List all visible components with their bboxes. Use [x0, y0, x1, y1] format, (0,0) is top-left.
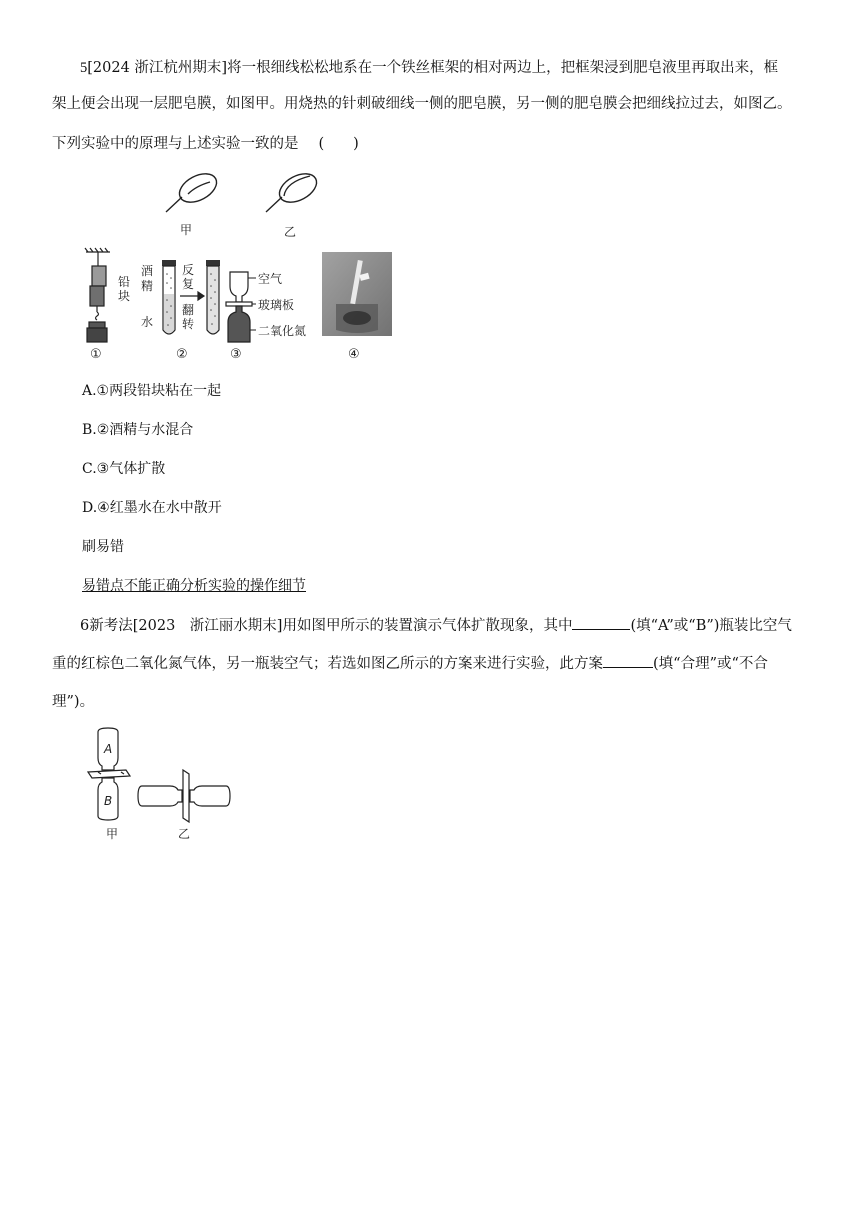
answer-blank-1[interactable] — [572, 615, 630, 630]
no2-label: 二氧化氮 — [258, 324, 307, 338]
fig-num-2: ② — [176, 347, 188, 362]
bottle-a-label: A — [104, 742, 113, 756]
q6-part2: (填“A”或“B”)瓶装比空气 — [630, 618, 792, 634]
q5-line2: 架上便会出现一层肥皂膜，如图甲。用烧热的针刺破细线一侧的肥皂膜，另一侧的肥皂膜会把细线拉过去，如图乙。 — [52, 96, 792, 112]
fig6-label-jia: 甲 — [106, 827, 119, 841]
glass-plate-label: 玻璃板 — [258, 298, 295, 312]
q5-line1 — [52, 52, 808, 85]
alcohol-label-2: 精 — [141, 279, 154, 293]
q5-line1-text: 将一根细线松松地系在一个铁丝框架的相对两边上，把框架浸到肥皂液里再取出来，框 — [227, 60, 779, 76]
error-point-heading: 易错点不能正确分析实验的操作细节 — [82, 578, 306, 594]
experiments-figure — [84, 246, 396, 366]
option-d[interactable]: D.④红墨水在水中散开 — [82, 500, 222, 516]
option-b[interactable]: B.②酒精与水混合 — [82, 422, 194, 438]
lead-blocks-icon — [85, 248, 110, 342]
flip-label-1: 反 — [182, 263, 195, 277]
q5-answer-paren: ( ) — [318, 136, 359, 152]
gas-bottles-icon — [226, 272, 252, 342]
q6-part1: 用如图甲所示的装置演示气体扩散现象，其中 — [282, 618, 573, 634]
q6-number: 6 — [80, 618, 90, 634]
q6-line3: 理”)。 — [52, 694, 95, 710]
flip-label-4: 转 — [182, 317, 195, 331]
bottle-b-label: B — [104, 794, 113, 808]
gas-diffusion-figure — [84, 726, 234, 846]
q6-tag: 新考法 — [89, 618, 133, 634]
q6-part4: (填“合理”或“不合 — [653, 656, 768, 672]
q5-number: 5 — [80, 60, 88, 76]
lead-label-1: 铅 — [118, 275, 131, 289]
soap-frame-yi-icon — [266, 168, 321, 212]
fig-num-1: ① — [90, 347, 102, 362]
fig-num-4: ④ — [348, 347, 360, 362]
test-tube-before-icon — [162, 260, 176, 334]
fig6-label-yi: 乙 — [178, 827, 191, 841]
q6-part3: 重的红棕色二氧化氮气体，另一瓶装空气；若选如图乙所示的方案来进行实验，此方案 — [52, 656, 603, 672]
soap-frame-jia-icon — [166, 168, 221, 212]
lead-label-2: 块 — [118, 289, 131, 303]
alcohol-label-1: 酒 — [141, 264, 154, 278]
arrow-right-icon — [180, 292, 204, 300]
red-ink-photo-icon — [322, 252, 392, 336]
test-tube-after-icon — [206, 260, 220, 334]
option-a[interactable]: A.①两段铅块粘在一起 — [82, 383, 222, 399]
water-label: 水 — [141, 315, 154, 329]
q5-stem: 下列实验中的原理与上述实验一致的是 — [52, 136, 299, 152]
option-c[interactable]: C.③气体扩散 — [82, 461, 166, 477]
q6-line1 — [52, 610, 808, 643]
q6-source: [2023 浙江丽水期末] — [132, 618, 283, 634]
soap-film-figure — [160, 168, 340, 246]
horizontal-bottles-icon — [138, 770, 230, 822]
q5-line3 — [52, 128, 808, 161]
q6-line2 — [52, 648, 808, 681]
fig-label-jia: 甲 — [180, 223, 193, 237]
flip-label-3: 翻 — [182, 303, 195, 317]
answer-blank-2[interactable] — [603, 653, 653, 668]
air-label: 空气 — [258, 272, 283, 286]
fig-label-yi: 乙 — [284, 225, 297, 239]
q5-source: [2024 浙江杭州期末] — [87, 60, 228, 76]
flip-label-2: 复 — [182, 277, 195, 291]
fig-num-3: ③ — [230, 347, 242, 362]
section-title: 刷易错 — [82, 539, 124, 555]
